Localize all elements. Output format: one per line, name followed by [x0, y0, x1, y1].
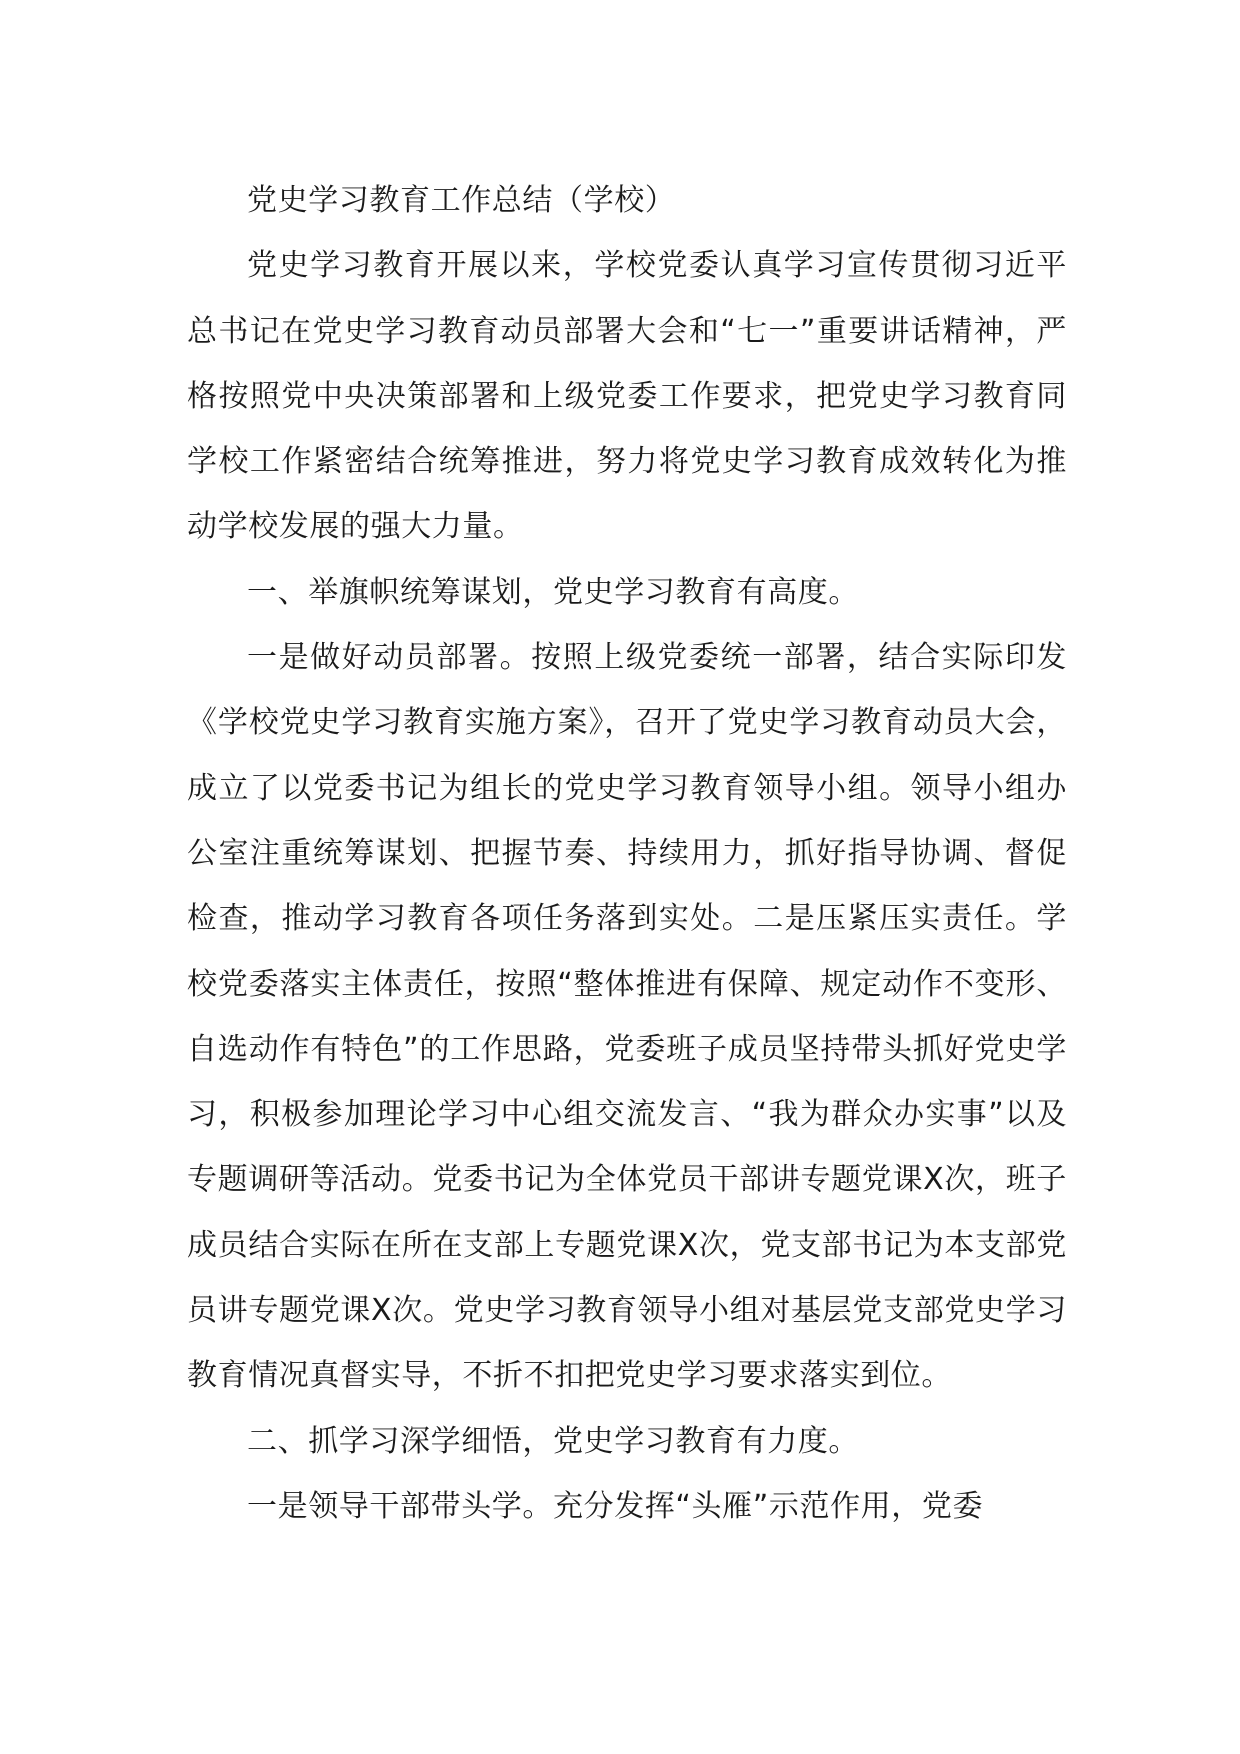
document-title: 党史学习教育工作总结（学校） [247, 183, 676, 218]
document-body [187, 168, 1067, 1539]
section-heading-2: 二、抓学习深学细悟，党史学习教育有力度。 [247, 1423, 859, 1459]
section-heading-1: 一、举旗帜统筹谋划，党史学习教育有高度。 [247, 574, 859, 610]
intro-paragraph: 党史学习教育开展以来，学校党委认真学习宣传贯彻习近平总书记在党史学习教育动员部署大会和“七一”重要讲话精神，严格按照党中央决策部署和上级党委工作要求，把党史学习教育同学校工作紧密结合统筹推进，努力将党史学习教育成效转化为推动学校发展的强大力量。 [187, 248, 1067, 545]
section-1-paragraph: 一是做好动员部署。按照上级党委统一部署，结合实际印发《学校党史学习教育实施方案》，召开了党史学习教育动员大会，成立了以党委书记为组长的党史学习教育领导小组。领导小组办公室注重统筹谋划、把握节奏、持续用力，抓好指导协调、督促检查，推动学习教育各项任务落到实处。二是压紧压实责任。学校党委落实主体责任，按照“整体推进有保障、规定动作不变形、自选动作有特色”的工作思路，党委班子成员坚持带头抓好党史学习，积极参加理论学习中心组交流发言、“我为群众办实事”以及专题调研等活动。党委书记为全体党员干部讲专题党课X次，班子成员结合实际在所在支部上专题党课X次，党支部书记为本支部党员讲专题党课X次。党史学习教育领导小组对基层党支部党史学习教育情况真督实导，不折不扣把党史学习要求落实到位。 [187, 640, 1067, 1394]
section-2-paragraph: 一是领导干部带头学。充分发挥“头雁”示范作用，党委 [247, 1488, 984, 1524]
